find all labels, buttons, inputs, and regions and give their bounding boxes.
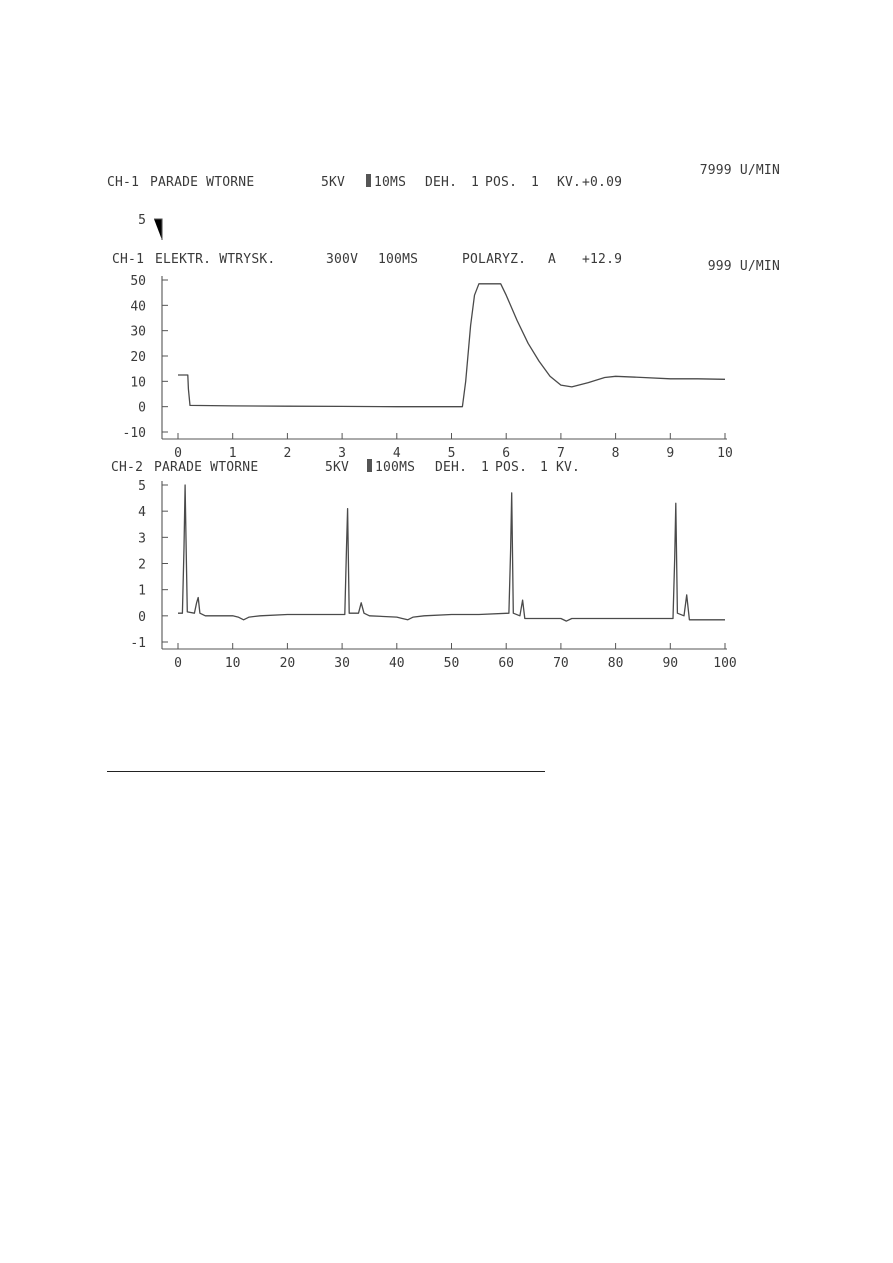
inj-rpm-readout: 999 U/MIN	[707, 259, 780, 274]
ch1-deh-value: 1	[471, 175, 480, 190]
x-tick-label: 90	[662, 656, 679, 671]
x-tick-label: 10	[224, 656, 241, 671]
secondary-trace	[178, 485, 725, 621]
x-tick-label: 30	[334, 656, 350, 671]
ch1-pos-value: 1	[531, 175, 540, 190]
ch2-kv-label: KV.	[556, 460, 581, 475]
ch2-deh-label: DEH.	[435, 460, 468, 475]
y-tick-label: -1	[130, 636, 146, 651]
injector-trace	[178, 284, 725, 407]
ch2-secondary-header	[111, 459, 580, 475]
x-tick-label: 3	[338, 446, 347, 461]
ch1-secondary-plot-stub	[138, 213, 162, 240]
y-tick-label: 10	[130, 375, 146, 391]
ch1-timebase-label: 10MS	[374, 175, 407, 190]
x-tick-label: 2	[283, 446, 292, 461]
inj-channel-label: CH-1	[112, 252, 145, 267]
secondary-plot	[130, 479, 736, 671]
x-tick-label: 8	[611, 446, 620, 461]
y-tick-label: 0	[138, 400, 146, 416]
x-tick-label: 7	[556, 446, 565, 461]
y-tick-label: 1	[138, 583, 146, 599]
x-tick-label: 50	[443, 656, 460, 671]
ch1-secondary-header	[107, 163, 780, 190]
ch1-rpm-readout: 7999 U/MIN	[699, 163, 780, 178]
ch1-pos-label: POS.	[485, 175, 518, 190]
x-tick-label: 5	[447, 446, 456, 461]
x-tick-label: 1	[228, 446, 237, 461]
x-tick-label: 6	[502, 446, 511, 461]
inj-value-readout: +12.9	[582, 252, 623, 267]
y-tick-label: 40	[130, 299, 146, 315]
x-tick-label: 9	[666, 446, 675, 461]
x-tick-label: 20	[279, 656, 296, 671]
x-tick-label: 80	[607, 656, 624, 671]
ch1-deh-label: DEH.	[425, 175, 458, 190]
x-tick-label: 100	[713, 656, 737, 671]
ch2-range-label: 5KV	[325, 460, 350, 475]
horizontal-rule	[107, 771, 545, 772]
inj-polarity-value: A	[548, 252, 557, 267]
ch1-channel-label: CH-1	[107, 175, 140, 190]
ch2-timebase-label: 100MS	[375, 460, 416, 475]
y-tick-label: 0	[138, 609, 146, 625]
ch2-channel-label: CH-2	[111, 460, 144, 475]
x-tick-label: 0	[174, 656, 182, 671]
ch2-pos-value: 1	[540, 460, 549, 475]
stub-axis	[154, 219, 162, 240]
inj-name-label: ELEKTR. WTRYSK.	[155, 252, 276, 267]
x-tick-label: 40	[388, 656, 405, 671]
timebase-marker-icon	[366, 174, 371, 187]
x-tick-label: 4	[392, 446, 401, 461]
y-tick-label: 30	[130, 324, 146, 340]
y-tick-label: -10	[122, 426, 146, 441]
x-tick-label: 70	[553, 656, 569, 671]
inj-range-label: 300V	[326, 252, 359, 267]
ch1-kv-value: +0.09	[582, 175, 623, 190]
y-tick-label: 4	[138, 505, 146, 521]
timebase-marker-icon	[367, 459, 372, 472]
x-tick-label: 10	[717, 446, 733, 461]
y-tick-label: 5	[138, 213, 146, 228]
y-tick-label: 20	[130, 350, 146, 365]
inj-timebase-label: 100MS	[378, 252, 419, 267]
y-tick-label: 3	[138, 531, 146, 547]
y-tick-label: 50	[130, 274, 146, 289]
x-tick-label: 60	[498, 656, 515, 671]
ch1-range-label: 5KV	[321, 175, 346, 190]
y-tick-label: 5	[138, 479, 146, 494]
ch1-kv-label: KV.	[557, 175, 582, 190]
ch2-name-label: PARADE WTORNE	[154, 460, 259, 475]
ch2-deh-value: 1	[481, 460, 490, 475]
x-tick-label: 0	[174, 446, 182, 461]
ch2-pos-label: POS.	[495, 460, 528, 475]
injector-header	[112, 252, 780, 274]
injector-plot	[123, 274, 733, 461]
ch1-name-label: PARADE WTORNE	[150, 175, 255, 190]
inj-polarity-label: POLARYZ.	[462, 252, 527, 267]
y-tick-label: 2	[138, 557, 146, 573]
